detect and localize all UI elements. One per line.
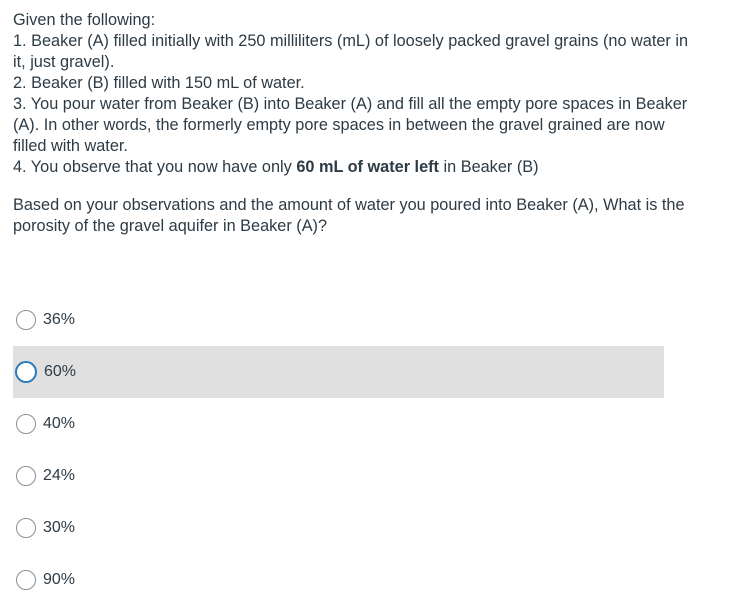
answer-option[interactable] (13, 554, 664, 606)
question-item-4 (13, 157, 693, 178)
answer-option-highlighted[interactable] (13, 346, 664, 398)
radio-button[interactable] (16, 414, 36, 434)
answer-label[interactable]: 90% (43, 571, 76, 588)
answer-option[interactable] (13, 502, 664, 554)
question-item-1: 1. Beaker (A) filled initially with 250 milliliters (mL) of loosely packed gravel grains (no water in it, just gravel). (13, 32, 689, 71)
answer-option[interactable] (13, 294, 664, 346)
answer-option[interactable] (13, 398, 664, 450)
question-prompt: Based on your observations and the amount of water you poured into Beaker (A), What is the porosity of the gravel aquifer in Beaker (A)? (13, 196, 685, 235)
question-item-4-emphasis: 60 mL of water left (296, 158, 439, 176)
question-item-4-suffix: in Beaker (B) (438, 158, 539, 176)
question-item-3: 3. You pour water from Beaker (B) into Beaker (A) and fill all the empty pore spaces in Beaker (A). In other words, the formerly empty pore spaces in between the gravel grained are now filled with water. (13, 95, 688, 155)
radio-button[interactable] (16, 570, 36, 590)
answer-label[interactable]: 36% (43, 311, 76, 328)
radio-button[interactable] (15, 361, 37, 383)
answer-label[interactable]: 24% (43, 467, 76, 484)
question-item-2: 2. Beaker (B) filled with 150 mL of water. (13, 74, 305, 92)
answer-option[interactable] (13, 450, 664, 502)
answer-label[interactable]: 40% (43, 415, 76, 432)
question-intro: Given the following: (13, 11, 156, 29)
answer-list (13, 294, 664, 606)
radio-button[interactable] (16, 310, 36, 330)
answer-label[interactable]: 30% (43, 519, 76, 536)
answer-label[interactable]: 60% (44, 363, 77, 380)
question-text (13, 10, 693, 237)
radio-button[interactable] (16, 466, 36, 486)
paragraph-gap (13, 178, 693, 195)
question-item-4-prefix: 4. You observe that you now have only (13, 158, 297, 176)
radio-button[interactable] (16, 518, 36, 538)
